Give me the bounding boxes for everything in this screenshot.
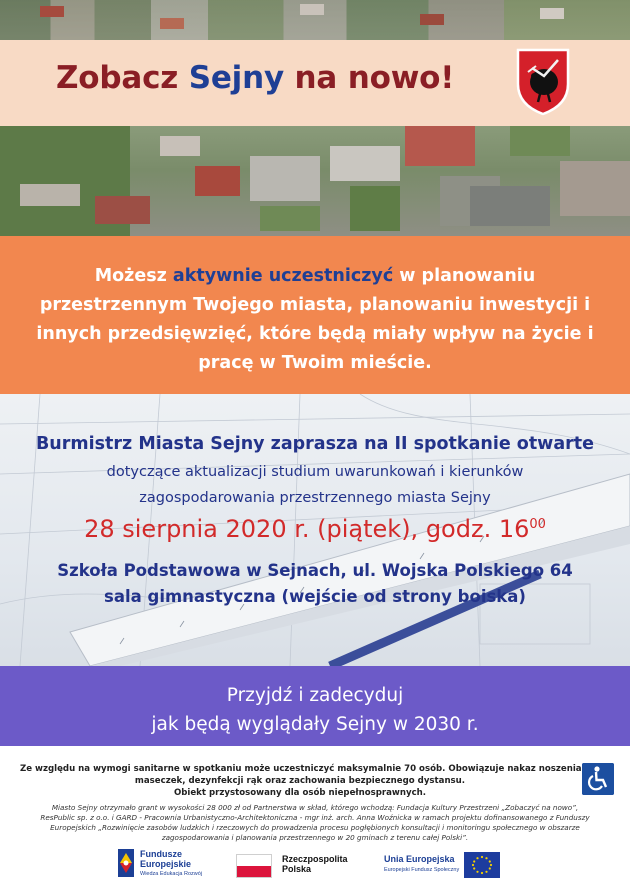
aerial-photo-top bbox=[0, 0, 630, 40]
invitation-heading: Burmistrz Miasta Sejny zaprasza na II spotkanie otwarte bbox=[35, 434, 595, 454]
intro-text: Możesz aktywnie uczestniczyć w planowaniu przestrzennym Twojego miasta, planowaniu inwestycji i innych przedsięwzięć, które będą miały wpływ na życie i pracę w Twoim mieście. bbox=[36, 266, 594, 373]
aerial-photo bbox=[0, 126, 630, 236]
sejny-coat-of-arms-icon bbox=[514, 46, 572, 116]
page-title: Zobacz Sejny na nowo! bbox=[56, 60, 455, 96]
grant-info-line3: Europejskich „Rozwinięcie zasobów ludzkich i rzeczowych do prowadzenia procesu pogłębionych konsultacji i monitoringu społecznego w obszarze bbox=[50, 823, 580, 832]
rzeczpospolita-polska-logo: Rzeczpospolita Polska bbox=[236, 852, 356, 882]
meeting-room: sala gimnastyczna (wejście od strony boiska) bbox=[104, 587, 526, 606]
cta-text: Przyjdź i zadecyduj jak będą wyglądały Sejny w 2030 r. bbox=[151, 685, 479, 735]
grant-info-line2: ResPublic sp. z o.o. i GARD - Pracownia Urbanistyczno-Architektoniczna - mgr inż. arch. Anna Woźnicka w ramach projektu dofinansowanego z Funduszy bbox=[40, 813, 590, 822]
meeting-place: Szkoła Podstawowa w Sejnach, ul. Wojska Polskiego 64 bbox=[57, 561, 573, 580]
unia-europejska-logo: Unia Europejska Europejski Fundusz Społeczny bbox=[384, 852, 504, 882]
invitation-subject-line1: dotyczące aktualizacji studium uwarunkowań i kierunków bbox=[106, 464, 524, 480]
accessibility-notice: Obiekt przystosowany dla osób niepełnosprawnych. bbox=[173, 788, 427, 798]
fundusze-europejskie-mark-icon bbox=[116, 847, 136, 879]
wheelchair-icon bbox=[582, 763, 614, 795]
invitation-subject-line2: zagospodarowania przestrzennego miasta Sejny bbox=[139, 490, 491, 506]
sanitary-notice-line2: maseczek, dezynfekcji rąk oraz zachowania bezpiecznego dystansu. bbox=[134, 776, 466, 786]
sanitary-notice-line1: Ze względu na wymogi sanitarne w spotkaniu może uczestniczyć maksymalnie 70 osób. Obowiązuje nakaz noszenia bbox=[20, 764, 582, 774]
grant-info-line1: Miasto Sejny otrzymało grant w wysokości 28 000 zł od Partnerstwa w skład, którego wchodzą: Fundacja Kultury Przestrzeni „Zobaczyć na nowo”, bbox=[51, 803, 579, 812]
eu-flag-icon bbox=[464, 852, 500, 878]
grant-info-line4: zagospodarowania i planowania przestrzennego w 20 gminach z terenu całej Polski”. bbox=[161, 833, 469, 842]
meeting-date: 28 sierpnia 2020 r. (piątek), godz. $16^{00}$ bbox=[84, 515, 546, 543]
fundusze-europejskie-logo: Fundusze Europejskie Wiedza Edukacja Rozwój bbox=[116, 847, 226, 881]
polish-flag-icon bbox=[236, 854, 272, 878]
